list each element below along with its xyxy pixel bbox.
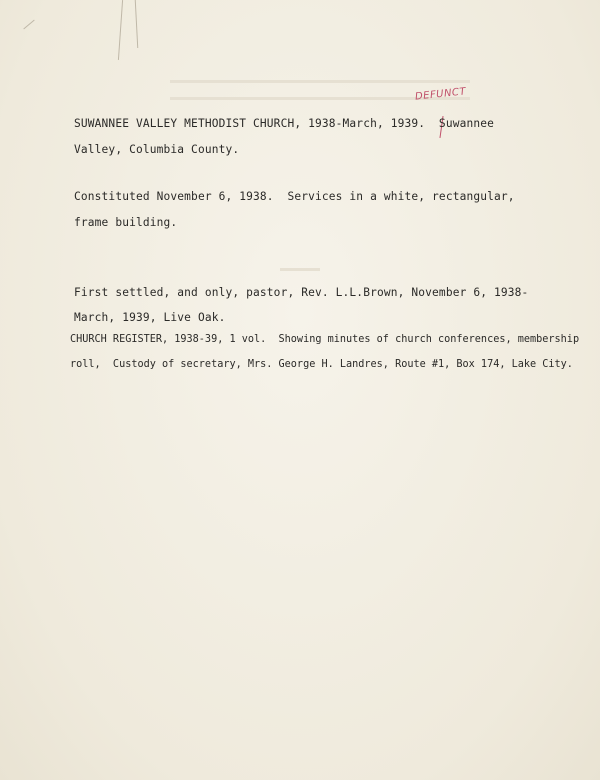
faded-bleedthrough xyxy=(170,80,470,83)
text-line: Valley, Columbia County. xyxy=(74,143,240,156)
defunct-annotation: DEFUNCT xyxy=(414,86,467,103)
heading-line: SUWANNEE VALLEY METHODIST CHURCH, 1938-March, 1939. Suwannee xyxy=(74,117,495,130)
paper-mark xyxy=(23,20,34,30)
text-line: Constituted November 6, 1938. Services in a white, rectangular, xyxy=(74,190,515,203)
text-line: First settled, and only, pastor, Rev. L.L.Brown, November 6, 1938- xyxy=(74,286,529,299)
text-line: frame building. xyxy=(74,216,178,229)
register-line: CHURCH REGISTER, 1938-39, 1 vol. Showing minutes of church conferences, membership xyxy=(70,334,580,345)
paper-crease xyxy=(118,0,123,60)
register-line: roll, Custody of secretary, Mrs. George H. Landres, Route #1, Box 174, Lake City. xyxy=(70,359,573,370)
paper-crease xyxy=(135,0,139,48)
text-line: March, 1939, Live Oak. xyxy=(74,311,226,324)
faded-bleedthrough xyxy=(280,268,320,271)
